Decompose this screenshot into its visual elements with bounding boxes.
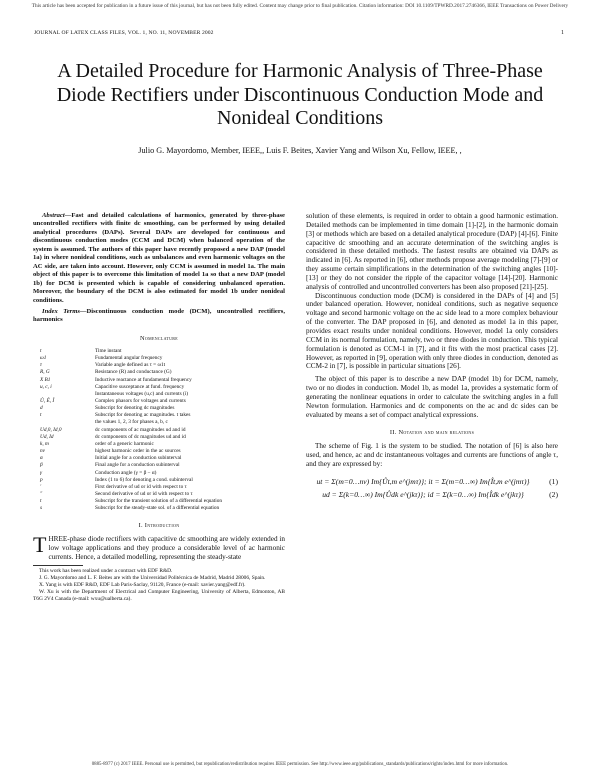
- nomenclature-definition: Complex phasors for voltages and currents: [95, 397, 186, 404]
- nomenclature-row: [35, 477, 285, 484]
- nomenclature-symbol: Ud,0, Id,0: [40, 426, 62, 433]
- nomenclature-definition: Capacitive susceptance at fund. frequency: [95, 383, 185, 390]
- authors: Julio G. Mayordomo, Member, IEEE,, Luis F. Beites, Xavier Yang and Wilson Xu, Fellow, IEEE, ,: [138, 146, 462, 155]
- footnote: X. Yang is with EDF R&D, EDF Lab Paris-Saclay, 91120, France (e-mail: xavier.yang@edf.fr).: [39, 581, 246, 588]
- nomenclature-definition: Inductive reactance at fundamental frequency: [95, 376, 192, 383]
- page-number: 1: [561, 30, 564, 36]
- footnote-rule: [33, 565, 83, 566]
- equation-expr: ud = Σ(k=0…∞) Im{Ûdk e^(jkτ)}; id = Σ(k=0…∞) Im{Îdk e^(jkτ)}: [322, 489, 524, 499]
- nomenclature-symbol: β: [40, 462, 43, 469]
- nomenclature-definition: Fundamental angular frequency: [95, 355, 163, 362]
- nomenclature-row: [35, 484, 285, 491]
- bottom-banner: 0885-8977 (c) 2017 IEEE. Personal use is permitted, but republication/redistribution requires IEEE permission. See http://www.ieee.org/publications_standards/publications/rights/index.html for more information.: [91, 762, 509, 767]
- nomenclature-definition: Conduction angle (γ = β − α): [95, 469, 157, 476]
- nomenclature-symbol: Ud, Id: [40, 433, 54, 440]
- nomenclature-definition: Subscript for denoting ac magnitudes. t takes: [95, 412, 191, 419]
- footnote: This work has been realized under a contract with EDF R&D.: [39, 568, 173, 575]
- nomenclature-definition: Instantaneous voltages (u,c) and currents (i): [95, 390, 188, 397]
- nomenclature-row: [35, 427, 285, 434]
- nomenclature-symbol: s: [40, 505, 43, 512]
- nomenclature-symbol: t: [40, 347, 42, 354]
- nomenclature-definition: Final angle for a conduction subinterval: [95, 462, 180, 469]
- nomenclature-symbol: [35, 391, 95, 398]
- dropcap: T: [33, 532, 47, 558]
- nomenclature-row: [35, 391, 285, 398]
- nomenclature-symbol: d: [40, 405, 43, 412]
- intro-paragraph: [33, 532, 285, 562]
- nomenclature-symbol: X B1: [40, 376, 51, 383]
- nomenclature-definition: Initial angle for a conduction subinterval: [95, 455, 182, 462]
- index-terms-label: Index Terms: [42, 307, 80, 315]
- equation-1: [306, 477, 558, 486]
- nomenclature-definition: Subscript for the steady-state sol. of a differential equation: [95, 505, 220, 512]
- nomenclature-row: [35, 419, 285, 426]
- nomenclature-definition: dc components of dc magnitudes ud and id: [95, 433, 186, 440]
- nomenclature-row: [35, 505, 285, 512]
- nomenclature-definition: Second derivative of ud or id with respect to τ: [95, 491, 193, 498]
- abstract: [33, 212, 285, 305]
- nomenclature-symbol: τ: [40, 362, 42, 369]
- body-paragraph: The object of this paper is to describe a new DAP (model 1b) for DCM, namely, two or no diodes in conduction. Model 1b, as model 1a, provides a systematic form of generating the nonlinear equations in order to calculate the switching angles in a full Newton formulation. Harmonics and dc components on the ac and dc sides can be evaluated by means a set of compact analytical expressions.: [306, 375, 558, 419]
- nomenclature-table: [35, 348, 285, 513]
- nomenclature-definition: Resistance (R) and conductance (G): [95, 369, 172, 376]
- nomenclature-symbol: ″: [40, 491, 43, 498]
- nomenclature-definition: highest harmonic order in the ac sources: [95, 448, 181, 455]
- nomenclature-row: [35, 348, 285, 355]
- body-paragraph: solution of these elements, is required in order to obtain a good harmonic estimation. Detailed methods can be implemented in time domain [1]-[2], in the harmonic domain [3] or methods which are based on a detailed analytical procedure (DAP) [4]-[6]. Finite capacitive dc smoothing and an accurate determination of the switching angles is considered in these detailed methods. The fastest results are obtained via DAPs as indicated in [6]. As reported in [6], other methods propose average modeling [7]-[9] or they assume certain simplifications in the determination of the switching angles [10]-[13] or they do not consider the ripple of the capacitor voltage [14]-[20]. Harmonic analysis of controlled and uncontrolled converters has been also proposed [21]-[25].: [306, 212, 558, 291]
- nomenclature-symbol: t: [40, 412, 42, 419]
- paper-title: A Detailed Procedure for Harmonic Analysis of Three-Phase Diode Rectifiers under Discontinuous Conduction Mode and Nonideal Conditions: [56, 60, 544, 129]
- nomenclature-symbol: Û, Ê, Î: [40, 397, 55, 404]
- intro-text: HREE-phase diode rectifiers with capacitive dc smoothing are widely extended in low voltage applications and they produce a considerable level of ac harmonic currents. Hence, a detailed modelling, representing the steady-state: [48, 535, 285, 562]
- nomenclature-definition: the values 1, 2, 3 for phases a, b, c: [95, 419, 168, 426]
- intro-heading: I. Introduction: [138, 522, 180, 530]
- equation-expr: ut = Σ(m=0…nv) Im{Ût,m e^(jmτ)}; it = Σ(m=0…∞) Im{Ît,m e^(jmτ)}: [316, 476, 530, 486]
- equation-number: (2): [549, 489, 558, 499]
- equation-number: (1): [549, 476, 558, 486]
- abstract-text: —Fast and detailed calculations of harmonics, generated by three-phase uncontrolled rectifiers with finite dc smoothing, can be performed by using detailed analytical procedures (DAPs). Several DAPs are developed for continuous and discontinuous conduction modes (CCM and DCM) when balanced operation of the system is assumed. The authors of this paper have recently proposed a new DAP (model 1a) in where nonideal conditions, such as unbalances and even harmonic voltages on the AC side, are taken into account. However, only CCM is assumed in model 1a. The main object of this paper is to overcome this limitation of model 1a so that a new DAP (model 1b) for DCM is presented which is capable of considering unbalanced operation. Moreover, the boundary of the DCM is also estimated for model 1b under nonideal conditions.: [33, 212, 285, 304]
- nomenclature-row: [35, 377, 285, 384]
- nomenclature-definition: Subscript for denoting dc magnitudes: [95, 405, 175, 412]
- top-banner: This article has been accepted for publication in a future issue of this journal, but has not been fully edited. Content may change prior to final publication. Citation information: DOI 10.1109/TPWRD.2017.2746366, IEEE Transactions on Power Delivery: [31, 3, 569, 9]
- nomenclature-symbol: u, c, i: [40, 383, 52, 390]
- nomenclature-symbol: ′: [40, 483, 42, 490]
- abstract-label: Abstract: [42, 212, 65, 219]
- nomenclature-definition: Subscript for the transient solution of a differential equation: [95, 498, 222, 505]
- notation-heading: II. Notation and main relations: [389, 429, 475, 437]
- nomenclature-row: [35, 384, 285, 391]
- right-column: [306, 212, 558, 503]
- footnote: J. G. Mayordomo and L. F. Beites are with the Universidad Politécnica de Madrid, Madrid 28006, Spain.: [39, 574, 266, 581]
- running-head: JOURNAL OF LATEX CLASS FILES, VOL. 1, NO. 11, NOVEMBER 2002: [34, 30, 214, 36]
- nomenclature-definition: Variable angle defined as τ = ω1t: [95, 362, 166, 369]
- nomenclature-symbol: t: [40, 498, 42, 505]
- nomenclature-row: [35, 441, 285, 448]
- index-terms: [33, 308, 285, 325]
- nomenclature-row: [35, 369, 285, 376]
- notation-paragraph: The scheme of Fig. 1 is the system to be studied. The notation of [6] is also here used, and hence, ac and dc instantaneous voltages and currents are functions of angle τ, and they are expressed by:: [306, 442, 558, 469]
- nomenclature-symbol: p: [40, 476, 43, 483]
- body-paragraph: Discontinuous conduction mode (DCM) is considered in the DAPs of [4] and [5] under balanced operation. However, nonideal conditions, such as negative sequence voltage and second harmonic voltage on the ac side lead to a more complex behaviour of the converter. The DAP proposed in [6], and denoted as model 1a in this paper, provides exact results under nonideal conditions. However, model 1a only considers CCM in its normal formulation, namely, two or three diodes in conduction. This typical formulation is denoted as CCM-1 in [7], and it fits with the most practical cases [2]. However, as reported in [9], operation with only three diodes in conduction, denoted as CCM-2 in [7], is possible in particular situations [26].: [306, 291, 558, 371]
- nomenclature-symbol: k, m: [40, 440, 49, 447]
- nomenclature-row: [35, 470, 285, 477]
- equation-2: [306, 490, 558, 499]
- nomenclature-symbol: α: [40, 455, 43, 462]
- nomenclature-heading: Nomenclature: [140, 334, 178, 342]
- nomenclature-definition: First derivative of ud or id with respect to τ: [95, 483, 187, 490]
- nomenclature-symbol: nv: [40, 448, 45, 455]
- nomenclature-symbol: γ: [40, 469, 43, 476]
- nomenclature-definition: Time instant: [95, 347, 122, 354]
- nomenclature-row: [35, 462, 285, 469]
- nomenclature-symbol: ω1: [40, 355, 47, 362]
- nomenclature-definition: dc components of ac magnitudes ud and id: [95, 426, 186, 433]
- left-column: [33, 212, 285, 603]
- nomenclature-row: [35, 434, 285, 441]
- footnote: W. Xu is with the Department of Electrical and Computer Engineering, University of Alberta, Edmonton, AB T6G 2V4 Canada (e-mail: wxu@ualberta.ca).: [33, 588, 285, 602]
- nomenclature-symbol: R, G: [40, 369, 50, 376]
- nomenclature-symbol: [35, 419, 95, 426]
- nomenclature-definition: Index (1 to 6) for denoting a cond. subinterval: [95, 476, 193, 483]
- index-terms-text: —Discontinuous conduction mode (DCM), uncontrolled rectifiers, harmonics: [33, 307, 285, 324]
- nomenclature-definition: order of a generic harmonic: [95, 440, 154, 447]
